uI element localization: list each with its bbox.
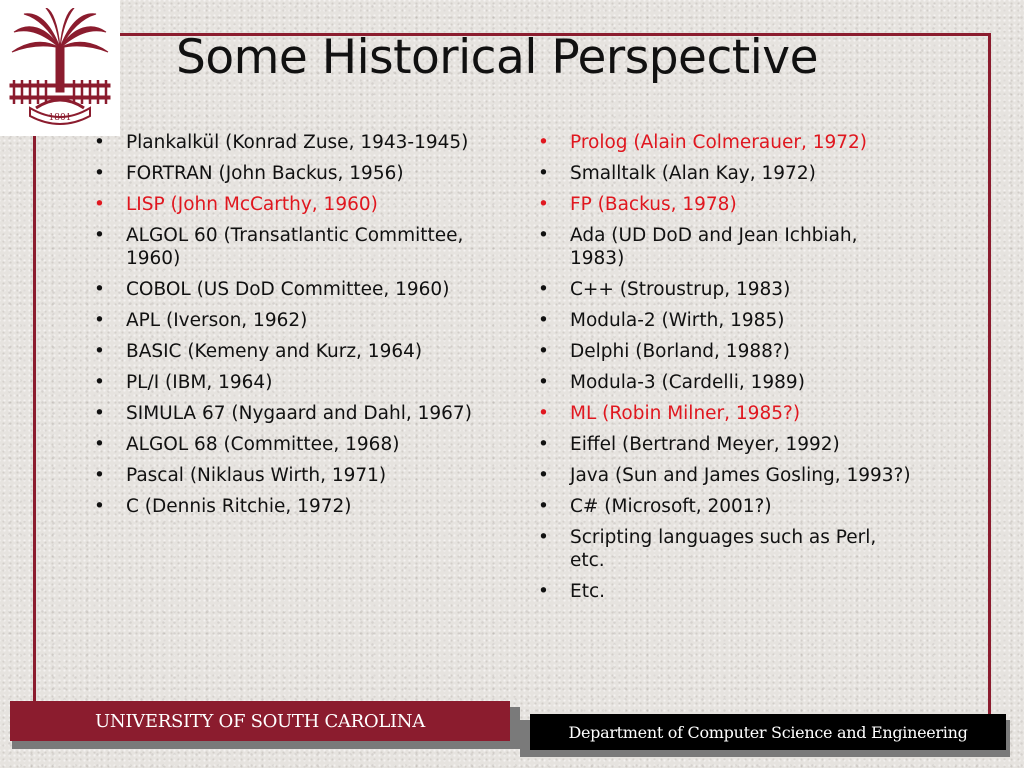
bullet-icon: •	[538, 434, 549, 455]
list-item	[92, 278, 492, 301]
university-logo	[0, 0, 120, 136]
list-item-text: COBOL (US DoD Committee, 1960)	[126, 279, 450, 300]
list-item-text: SIMULA 67 (Nygaard and Dahl, 1967)	[126, 403, 472, 424]
footer-department-bar	[530, 714, 1006, 750]
list-item-text: Delphi (Borland, 1988?)	[570, 341, 790, 362]
svg-text:1801: 1801	[48, 113, 72, 123]
bullet-icon: •	[94, 372, 105, 393]
list-item	[92, 131, 492, 154]
bullet-icon: •	[94, 310, 105, 331]
footer-department-text: Department of Computer Science and Engineering	[568, 722, 968, 742]
list-item	[92, 309, 492, 332]
bullet-icon: •	[538, 581, 549, 602]
footer-university-bar	[10, 701, 510, 741]
list-item	[536, 131, 916, 154]
bullet-icon: •	[94, 225, 105, 246]
frame-right-border	[988, 33, 991, 715]
list-item	[92, 371, 492, 394]
bullet-icon: •	[538, 194, 549, 215]
list-item	[536, 464, 916, 487]
bullet-icon: •	[94, 194, 105, 215]
left-bullet-list	[92, 131, 492, 526]
bullet-icon: •	[538, 225, 549, 246]
list-item	[92, 224, 492, 270]
list-item	[92, 464, 492, 487]
bullet-icon: •	[538, 465, 549, 486]
list-item	[536, 162, 916, 185]
list-item-text: Modula-2 (Wirth, 1985)	[570, 310, 785, 331]
list-item-text: LISP (John McCarthy, 1960)	[126, 194, 378, 215]
bullet-icon: •	[538, 163, 549, 184]
list-item	[92, 340, 492, 363]
bullet-icon: •	[538, 496, 549, 517]
bullet-icon: •	[94, 341, 105, 362]
list-item-text: Etc.	[570, 581, 605, 602]
list-item-text: APL (Iverson, 1962)	[126, 310, 308, 331]
list-item-text: ML (Robin Milner, 1985?)	[570, 403, 801, 424]
list-item-text: BASIC (Kemeny and Kurz, 1964)	[126, 341, 423, 362]
bullet-icon: •	[94, 279, 105, 300]
list-item-text: Scripting languages such as Perl, etc.	[570, 527, 877, 571]
palmetto-seal-icon	[6, 8, 114, 128]
list-item	[536, 526, 916, 572]
list-item-text: Java (Sun and James Gosling, 1993?)	[570, 465, 911, 486]
list-item-text: PL/I (IBM, 1964)	[126, 372, 273, 393]
list-item	[536, 433, 916, 456]
frame-left-border	[33, 136, 36, 708]
bullet-icon: •	[94, 132, 105, 153]
list-item-text: ALGOL 68 (Committee, 1968)	[126, 434, 400, 455]
bullet-icon: •	[538, 279, 549, 300]
list-item-text: FORTRAN (John Backus, 1956)	[126, 163, 404, 184]
list-item	[536, 580, 916, 603]
slide-title: Some Historical Perspective	[176, 30, 819, 85]
list-item-text: Modula-3 (Cardelli, 1989)	[570, 372, 805, 393]
list-item	[536, 402, 916, 425]
bullet-icon: •	[94, 434, 105, 455]
list-item-text: ALGOL 60 (Transatlantic Committee, 1960)	[126, 225, 464, 269]
list-item-text: Prolog (Alain Colmerauer, 1972)	[570, 132, 868, 153]
footer-university-text: UNIVERSITY OF SOUTH CAROLINA	[95, 710, 425, 732]
footer-department-banner	[520, 720, 1010, 757]
bullet-icon: •	[538, 310, 549, 331]
bullet-icon: •	[538, 341, 549, 362]
list-item	[536, 371, 916, 394]
right-bullet-list	[536, 131, 916, 611]
list-item-text: Plankalkül (Konrad Zuse, 1943-1945)	[126, 132, 469, 153]
list-item-text: C# (Microsoft, 2001?)	[570, 496, 772, 517]
list-item	[536, 309, 916, 332]
list-item	[92, 433, 492, 456]
list-item	[536, 278, 916, 301]
list-item-text: C (Dennis Ritchie, 1972)	[126, 496, 352, 517]
list-item-text: FP (Backus, 1978)	[570, 194, 737, 215]
bullet-icon: •	[94, 403, 105, 424]
bullet-icon: •	[94, 496, 105, 517]
bullet-icon: •	[538, 527, 549, 548]
list-item-text: Eiffel (Bertrand Meyer, 1992)	[570, 434, 840, 455]
list-item-text: Pascal (Niklaus Wirth, 1971)	[126, 465, 387, 486]
list-item-text: Smalltalk (Alan Kay, 1972)	[570, 163, 816, 184]
footer-university-banner	[12, 707, 520, 749]
list-item-text: Ada (UD DoD and Jean Ichbiah, 1983)	[570, 225, 858, 269]
bullet-icon: •	[538, 403, 549, 424]
list-item	[92, 162, 492, 185]
list-item	[92, 402, 492, 425]
bullet-icon: •	[94, 465, 105, 486]
list-item	[92, 193, 492, 216]
list-item	[536, 495, 916, 518]
list-item	[92, 495, 492, 518]
list-item	[536, 193, 916, 216]
bullet-icon: •	[538, 132, 549, 153]
list-item-text: C++ (Stroustrup, 1983)	[570, 279, 791, 300]
list-item	[536, 224, 916, 270]
bullet-icon: •	[94, 163, 105, 184]
list-item	[536, 340, 916, 363]
bullet-icon: •	[538, 372, 549, 393]
